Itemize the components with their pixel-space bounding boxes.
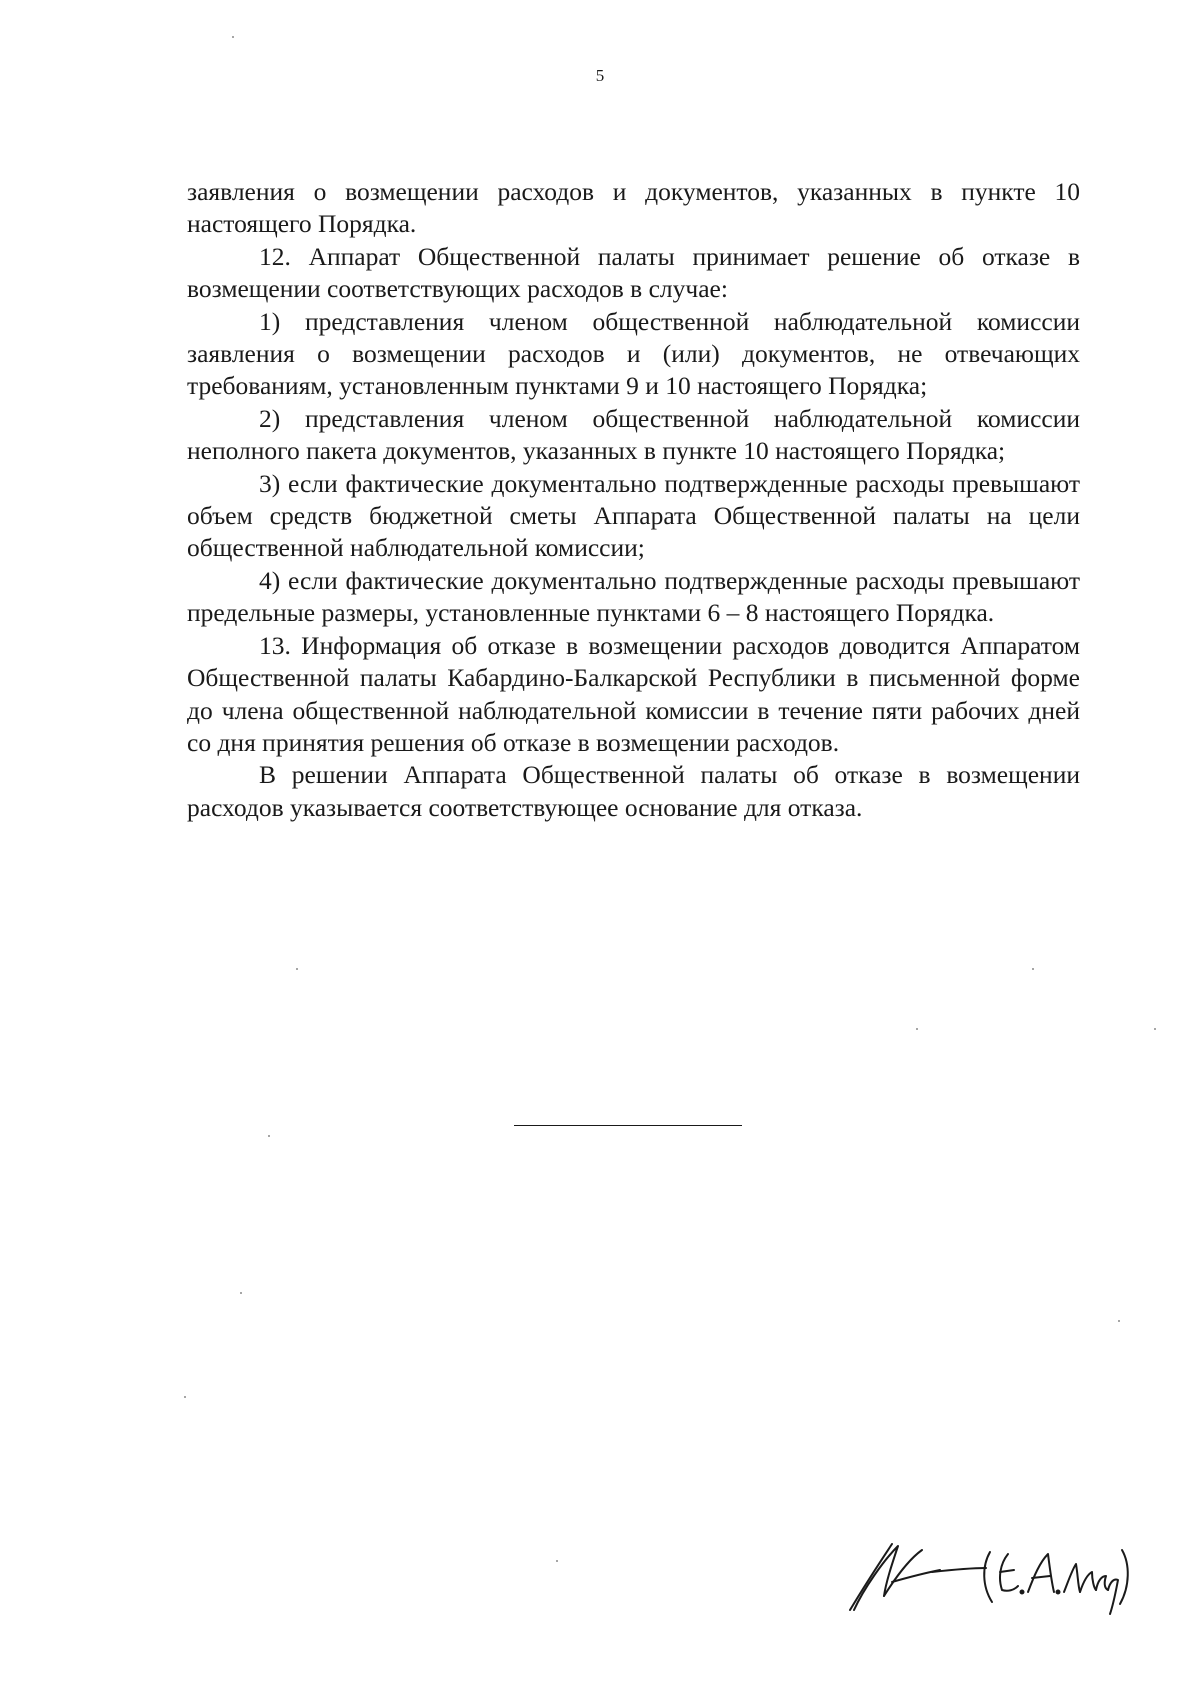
paragraph-refusal-basis: В решении Аппарата Общественной палаты об отказе в возмещении расходов указывается соответствующее основание для отказа.: [187, 760, 1080, 822]
scan-speck: [184, 1396, 186, 1398]
paragraph-item-12: 12. Аппарат Общественной палаты принимает решение об отказе в возмещении соответствующих расходов в случае:: [187, 241, 1080, 304]
document-body: [187, 176, 1080, 824]
scan-speck: [916, 1028, 918, 1030]
page-number: 5: [595, 66, 605, 85]
scan-speck: [268, 1135, 270, 1137]
handwritten-signature: [832, 1530, 1132, 1620]
scan-speck: [1118, 1320, 1120, 1322]
scan-speck: [1154, 1028, 1156, 1030]
scan-speck: [556, 1560, 558, 1562]
paragraph-subitem-1: 1) представления членом общественной наблюдательной комиссии заявления о возмещении расходов и (или) документов, не отвечающих требованиям, установленным пунктами 9 и 10 настоящего Порядка;: [187, 306, 1080, 401]
paragraph-continuation: заявления о возмещении расходов и документов, указанных в пункте 10 настоящего Порядка.: [187, 177, 1080, 239]
paragraph-subitem-2: 2) представления членом общественной наблюдательной комиссии неполного пакета документов, указанных в пункте 10 настоящего Порядка;: [187, 403, 1080, 466]
paragraph-item-13: 13. Информация об отказе в возмещении расходов доводится Аппаратом Общественной палаты Кабардино-Балкарской Республики в письменной форме до члена общественной наблюдательной комиссии в течение пяти рабочих дней со дня принятия решения об отказе в возмещении расходов.: [187, 630, 1080, 757]
scan-speck: [296, 968, 298, 970]
scan-speck: [240, 1292, 242, 1294]
scan-speck: [232, 36, 234, 38]
scan-speck: [1032, 968, 1034, 970]
paragraph-subitem-3: 3) если фактические документально подтвержденные расходы превышают объем средств бюджетной сметы Аппарата Общественной палаты на цели общественной наблюдательной комиссии;: [187, 468, 1080, 563]
paragraph-subitem-4: 4) если фактические документально подтвержденные расходы превышают предельные размеры, установленные пунктами 6 – 8 настоящего Порядка.: [187, 565, 1080, 628]
end-of-text-divider: [514, 1125, 742, 1126]
